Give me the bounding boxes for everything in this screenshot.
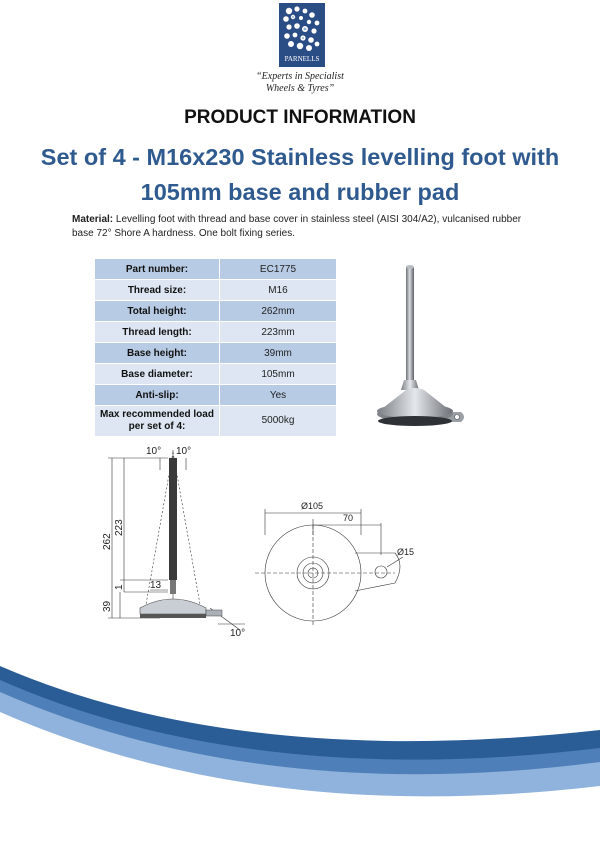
spec-value: M16 xyxy=(220,280,337,301)
logo-text: PARNELLS xyxy=(284,55,320,63)
footer-waves xyxy=(0,580,600,841)
product-title xyxy=(10,140,590,210)
tagline xyxy=(200,71,400,95)
tagline-line-1: “Experts in Specialist xyxy=(256,71,344,82)
spec-row xyxy=(95,322,337,343)
spec-value: 223mm xyxy=(220,322,337,343)
spec-key: Base height: xyxy=(95,343,220,364)
material-text: Levelling foot with thread and base cover in stainless steel (AISI 304/A2), vulcanised rubber base 72° Shore A hardness. One bolt fixing series. xyxy=(72,214,522,239)
spec-key: Total height: xyxy=(95,301,220,322)
spec-row xyxy=(95,343,337,364)
page-heading: PRODUCT INFORMATION xyxy=(184,107,416,128)
angle-right-label: 10° xyxy=(176,446,192,457)
material-label: Material: xyxy=(72,214,114,225)
thread-length-dimension: 223 xyxy=(114,519,125,536)
base-height-dimension: 39 xyxy=(102,600,113,612)
spec-value: 105mm xyxy=(220,364,337,385)
spec-key: Thread size: xyxy=(95,280,220,301)
spec-key: Base diameter: xyxy=(95,364,220,385)
product-image xyxy=(375,262,475,447)
spec-row xyxy=(95,301,337,322)
spec-value: 5000kg xyxy=(220,406,337,437)
spec-key: Max recommended load per set of 4: xyxy=(95,406,220,437)
spec-value: EC1775 xyxy=(220,259,337,280)
angle-bottom-label: 10° xyxy=(230,628,246,639)
spec-key: Part number: xyxy=(95,259,220,280)
material-description xyxy=(72,213,542,241)
total-height-dimension: 262 xyxy=(102,533,113,550)
hole-diameter-label: Ø15 xyxy=(397,547,415,557)
thirteen-dimension: 13 xyxy=(150,580,162,591)
product-title-line-2: 105mm base and rubber pad xyxy=(140,179,460,205)
spec-value: Yes xyxy=(220,385,337,406)
parnells-logo xyxy=(279,3,325,67)
spec-row xyxy=(95,280,337,301)
diameter-105-label: Ø105 xyxy=(301,501,324,511)
spec-value: 262mm xyxy=(220,301,337,322)
spec-row xyxy=(95,259,337,280)
dimension-70-label: 70 xyxy=(343,513,354,523)
angle-left-label: 10° xyxy=(146,446,162,457)
small-dimension: 1 xyxy=(114,584,125,590)
spec-table xyxy=(94,258,337,437)
spec-row xyxy=(95,364,337,385)
spec-key: Thread length: xyxy=(95,322,220,343)
tagline-line-2: Wheels & Tyres” xyxy=(265,83,335,94)
product-title-line-1: Set of 4 - M16x230 Stainless levelling foot with xyxy=(40,144,560,170)
spec-value: 39mm xyxy=(220,343,337,364)
spec-row xyxy=(95,406,337,437)
spec-key: Anti-slip: xyxy=(95,385,220,406)
spec-row xyxy=(95,385,337,406)
